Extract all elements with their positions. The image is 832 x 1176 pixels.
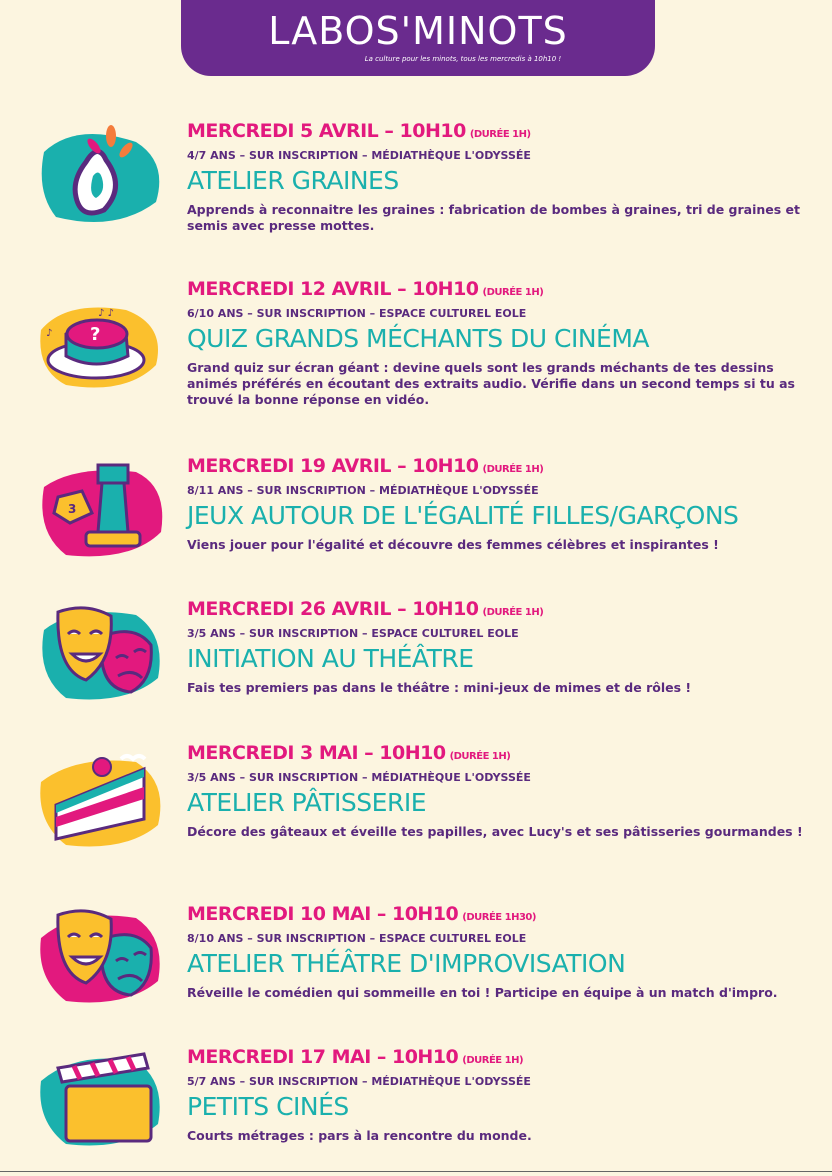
event-duration: (DURÉE 1H) [482, 464, 544, 475]
event-description: Fais tes premiers pas dans le théâtre : mini-jeux de mimes et de rôles ! [187, 680, 692, 695]
event-description: Réveille le comédien qui sommeille en toi ! Participe en équipe à un match d'impro. [187, 985, 778, 1000]
seed-icon [36, 122, 168, 232]
event-title: INITIATION AU THÉÂTRE [187, 644, 474, 673]
event-date: MERCREDI 10 MAI – 10H10 (DURÉE 1H30) [187, 903, 536, 925]
event-date: MERCREDI 12 AVRIL – 10H10 (DURÉE 1H) [187, 278, 544, 300]
logo: LABOS'MINOTS [268, 9, 568, 53]
event-meta: 5/7 ANS – SUR INSCRIPTION – MÉDIATHÈQUE L'ODYSSÉE [187, 1075, 531, 1088]
header-banner [181, 0, 655, 76]
divider [0, 1171, 832, 1172]
theatre-masks-icon [36, 903, 168, 1013]
event-duration: (DURÉE 1H) [469, 129, 531, 140]
event-duration: (DURÉE 1H) [449, 751, 511, 762]
event-title: QUIZ GRANDS MÉCHANTS DU CINÉMA [187, 324, 650, 353]
event-duration: (DURÉE 1H30) [462, 912, 536, 923]
event-title: ATELIER THÉÂTRE D'IMPROVISATION [187, 949, 626, 978]
event-title: JEUX AUTOUR DE L'ÉGALITÉ FILLES/GARÇONS [187, 501, 739, 530]
event-title: ATELIER GRAINES [187, 166, 399, 195]
quiz-buzzer-icon [36, 290, 168, 400]
event-date: MERCREDI 19 AVRIL – 10H10 (DURÉE 1H) [187, 455, 544, 477]
event-duration: (DURÉE 1H) [482, 287, 544, 298]
clapperboard-icon [36, 1046, 168, 1156]
tagline: La culture pour les minots, tous les mercredis à 10h10 ! [364, 55, 562, 63]
theatre-masks-icon [36, 600, 168, 710]
event-date: MERCREDI 3 MAI – 10H10 (DURÉE 1H) [187, 742, 511, 764]
chess-dice-icon [36, 457, 168, 567]
event-meta: 8/10 ANS – SUR INSCRIPTION – ESPACE CULTUREL EOLE [187, 932, 527, 945]
svg-text:?: ? [90, 324, 101, 345]
event-duration: (DURÉE 1H) [482, 607, 544, 618]
event-duration: (DURÉE 1H) [462, 1055, 524, 1066]
event-description: Apprends à reconnaitre les graines : fabrication de bombes à graines, tri de graines et semis avec presse mottes. [187, 202, 800, 233]
event-description: Courts métrages : pars à la rencontre du monde. [187, 1128, 532, 1143]
event-description: Grand quiz sur écran géant : devine quels sont les grands méchants de tes dessins animés préférés en écoutant des extraits audio. Vérifie dans un second temps si tu as trouvé la bonne réponse en vidéo. [187, 360, 795, 407]
event-meta: 6/10 ANS – SUR INSCRIPTION – ESPACE CULTUREL EOLE [187, 307, 527, 320]
cake-icon [36, 747, 168, 857]
event-date: MERCREDI 17 MAI – 10H10 (DURÉE 1H) [187, 1046, 524, 1068]
event-date: MERCREDI 26 AVRIL – 10H10 (DURÉE 1H) [187, 598, 544, 620]
event-date: MERCREDI 5 AVRIL – 10H10 (DURÉE 1H) [187, 120, 531, 142]
svg-text:♪ ♪: ♪ ♪ [98, 308, 114, 319]
event-meta: 3/5 ANS – SUR INSCRIPTION – MÉDIATHÈQUE L'ODYSSÉE [187, 771, 531, 784]
event-title: ATELIER PÂTISSERIE [187, 788, 426, 817]
event-meta: 8/11 ANS – SUR INSCRIPTION – MÉDIATHÈQUE L'ODYSSÉE [187, 484, 539, 497]
event-meta: 3/5 ANS – SUR INSCRIPTION – ESPACE CULTUREL EOLE [187, 627, 519, 640]
svg-text:♪: ♪ [46, 328, 53, 339]
event-meta: 4/7 ANS – SUR INSCRIPTION – MÉDIATHÈQUE L'ODYSSÉE [187, 149, 531, 162]
svg-text:3: 3 [68, 502, 77, 516]
event-description: Viens jouer pour l'égalité et découvre des femmes célèbres et inspirantes ! [187, 537, 719, 552]
event-title: PETITS CINÉS [187, 1092, 349, 1121]
event-description: Décore des gâteaux et éveille tes papilles, avec Lucy's et ses pâtisseries gourmandes ! [187, 824, 803, 839]
